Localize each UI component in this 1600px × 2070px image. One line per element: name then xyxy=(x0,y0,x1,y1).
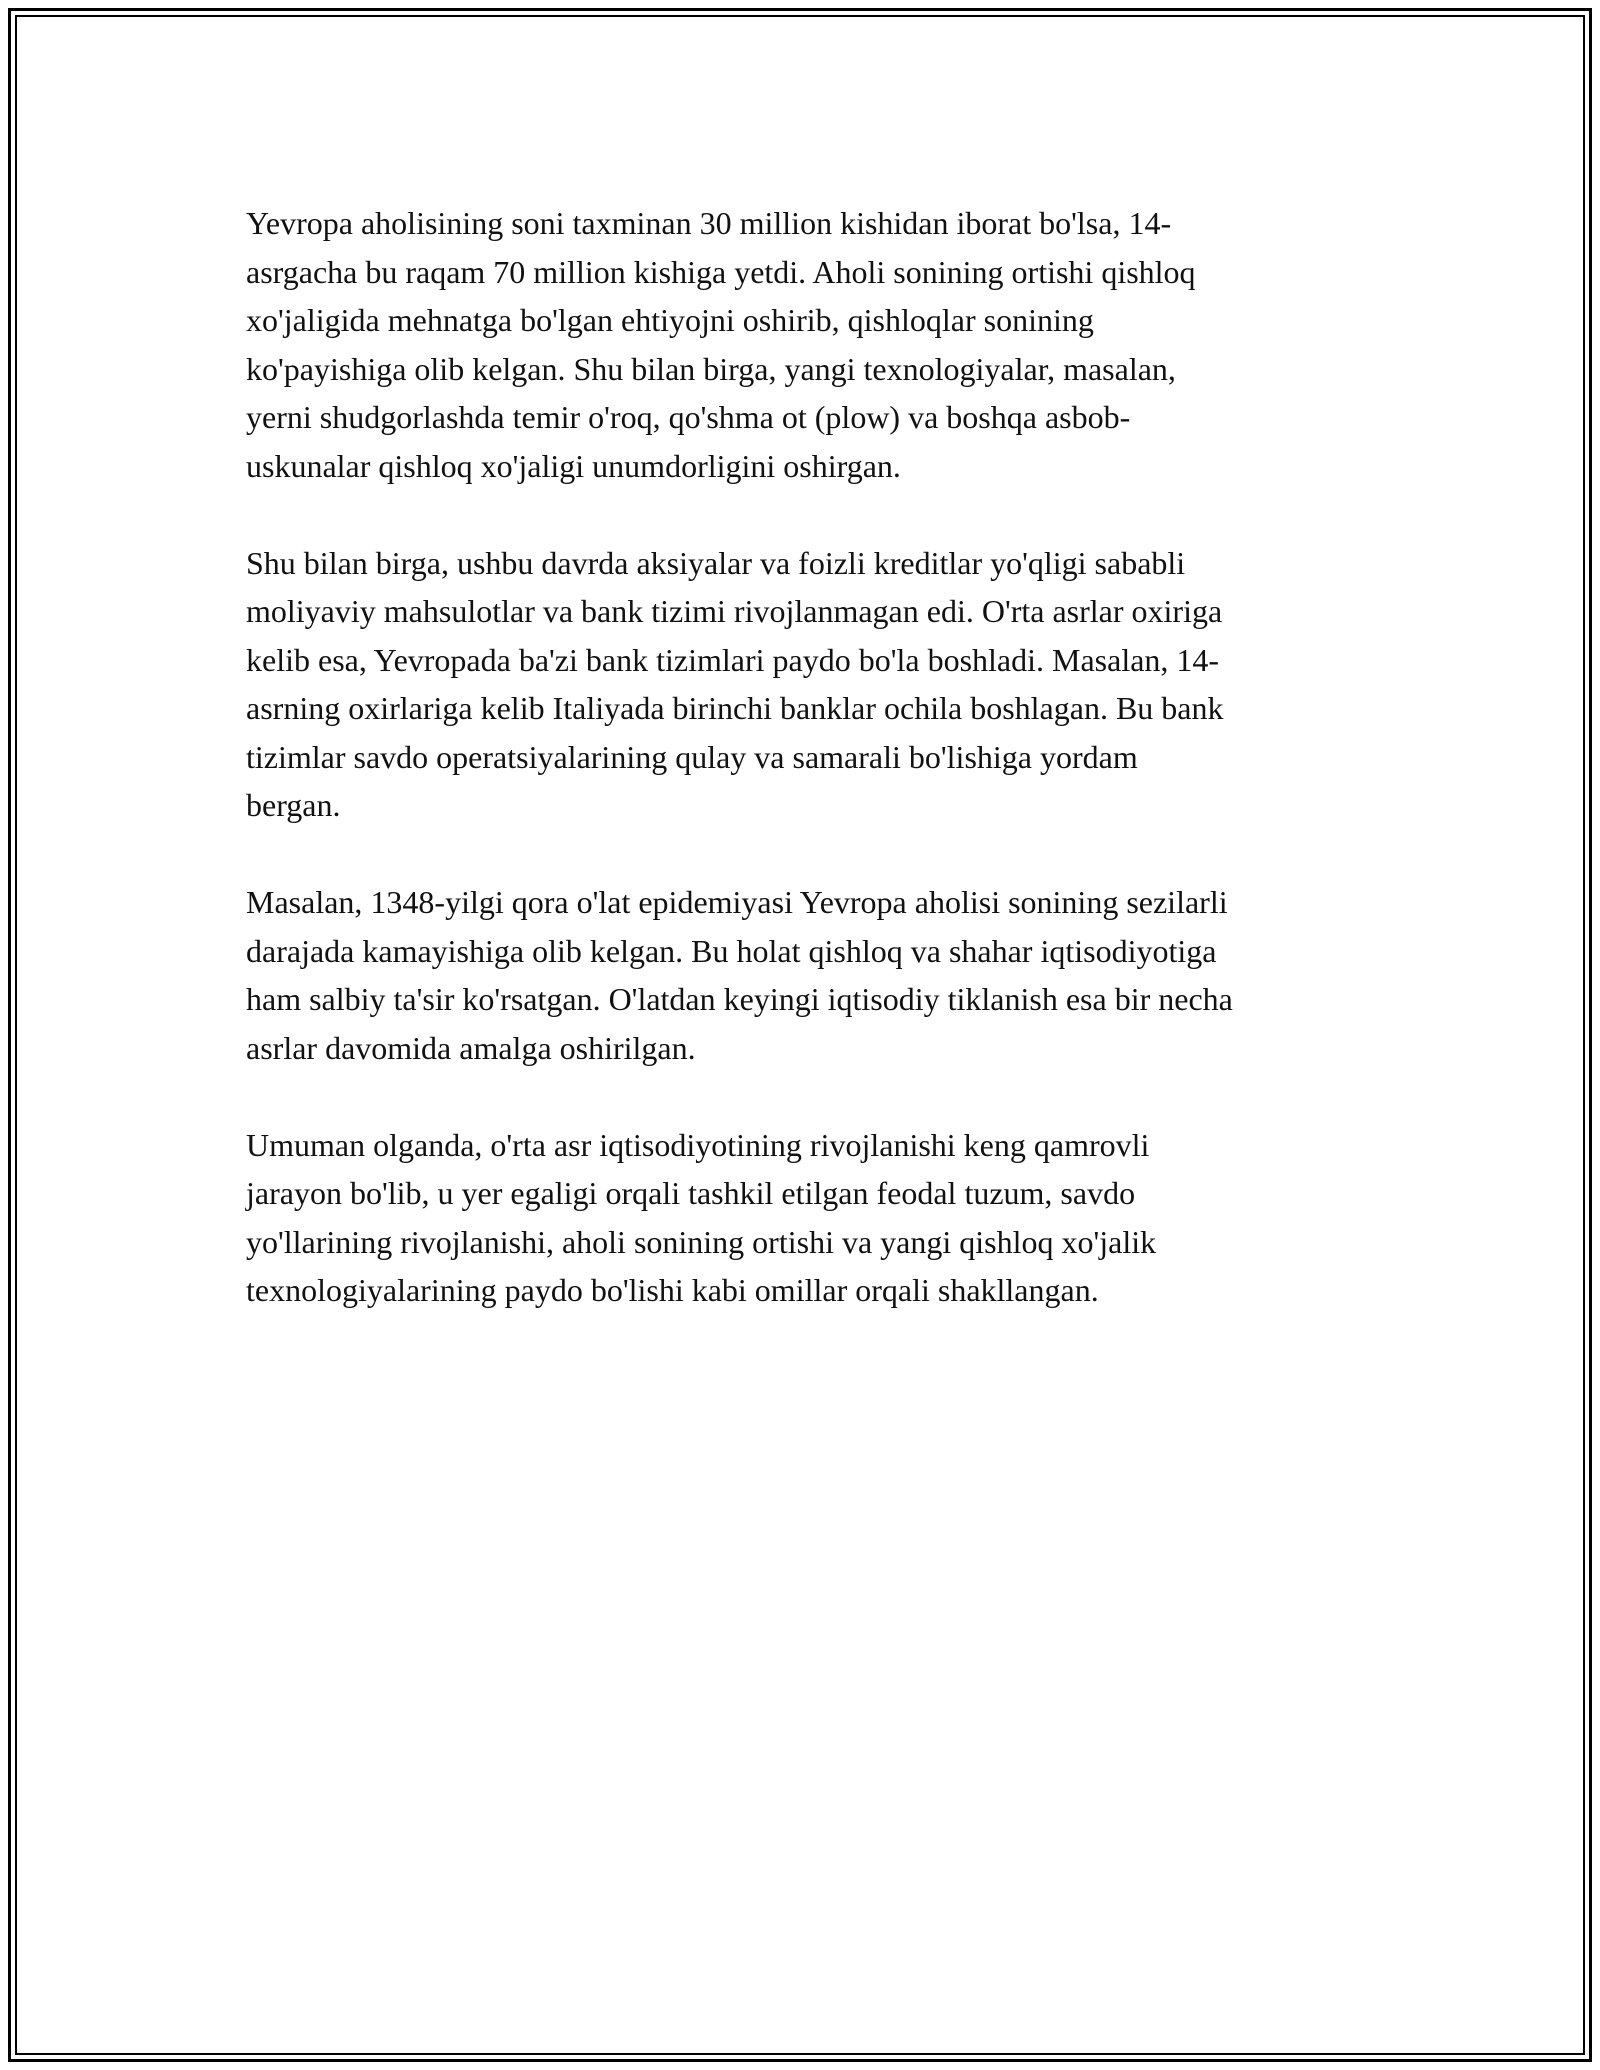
text-line: tizimlar savdo operatsiyalarining qulay va samarali bo'lishiga yordam xyxy=(246,738,1138,775)
text-line: xo'jaligida mehnatga bo'lgan ehtiyojni oshirib, qishloqlar sonining xyxy=(246,302,1094,338)
text-line: asrgacha bu raqam 70 million kishiga yetdi. Aholi sonining ortishi qishloq xyxy=(246,253,1196,290)
text-line: jarayon bo'lib, u yer egaligi orqali tashkil etilgan feodal tuzum, savdo xyxy=(246,1175,1136,1211)
text-line: asrlar davomida amalga oshirilgan. xyxy=(246,1029,696,1066)
text-line: Yevropa aholisining soni taxminan 30 million kishidan iborat bo'lsa, 14- xyxy=(246,205,1172,241)
page-frame xyxy=(8,8,1592,2062)
text-line: asrning oxirlariga kelib Italiyada birinchi banklar ochila boshlagan. Bu bank xyxy=(246,690,1224,726)
text-line: ham salbiy ta'sir ko'rsatgan. O'latdan keyingi iqtisodiy tiklanish esa bir necha xyxy=(246,981,1233,1017)
text-line: yerni shudgorlashda temir o'roq, qo'shma ot (plow) va boshqa asbob- xyxy=(246,399,1131,435)
text-line: moliyaviy mahsulotlar va bank tizimi rivojlanmagan edi. O'rta asrlar oxiriga xyxy=(246,593,1223,629)
paragraph-3 xyxy=(246,878,1386,1072)
paragraph-4 xyxy=(246,1121,1386,1315)
text-line: darajada kamayishiga olib kelgan. Bu holat qishloq va shahar iqtisodiyotiga xyxy=(246,932,1217,969)
text-line: Umuman olganda, o'rta asr iqtisodiyotining rivojlanishi keng qamrovli xyxy=(246,1126,1150,1163)
text-line: Masalan, 1348-yilgi qora o'lat epidemiyasi Yevropa aholisi sonining sezilarli xyxy=(246,884,1228,920)
document-body xyxy=(246,199,1386,1363)
paragraph-2 xyxy=(246,539,1386,830)
text-line: kelib esa, Yevropada ba'zi bank tizimlari paydo bo'la boshladi. Masalan, 14- xyxy=(246,641,1220,678)
paragraph-1 xyxy=(246,199,1386,490)
text-line: Shu bilan birga, ushbu davrda aksiyalar va foizli kreditlar yo'qligi sababli xyxy=(246,544,1186,581)
text-line: bergan. xyxy=(246,787,341,823)
text-line: yo'llarining rivojlanishi, aholi sonining ortishi va yangi qishloq xo'jalik xyxy=(246,1223,1157,1260)
text-line: texnologiyalarining paydo bo'lishi kabi omillar orqali shakllangan. xyxy=(246,1272,1099,1308)
text-line: uskunalar qishloq xo'jaligi unumdorligini oshirgan. xyxy=(246,447,901,484)
text-line: ko'payishiga olib kelgan. Shu bilan birga, yangi texnologiyalar, masalan, xyxy=(246,350,1176,387)
